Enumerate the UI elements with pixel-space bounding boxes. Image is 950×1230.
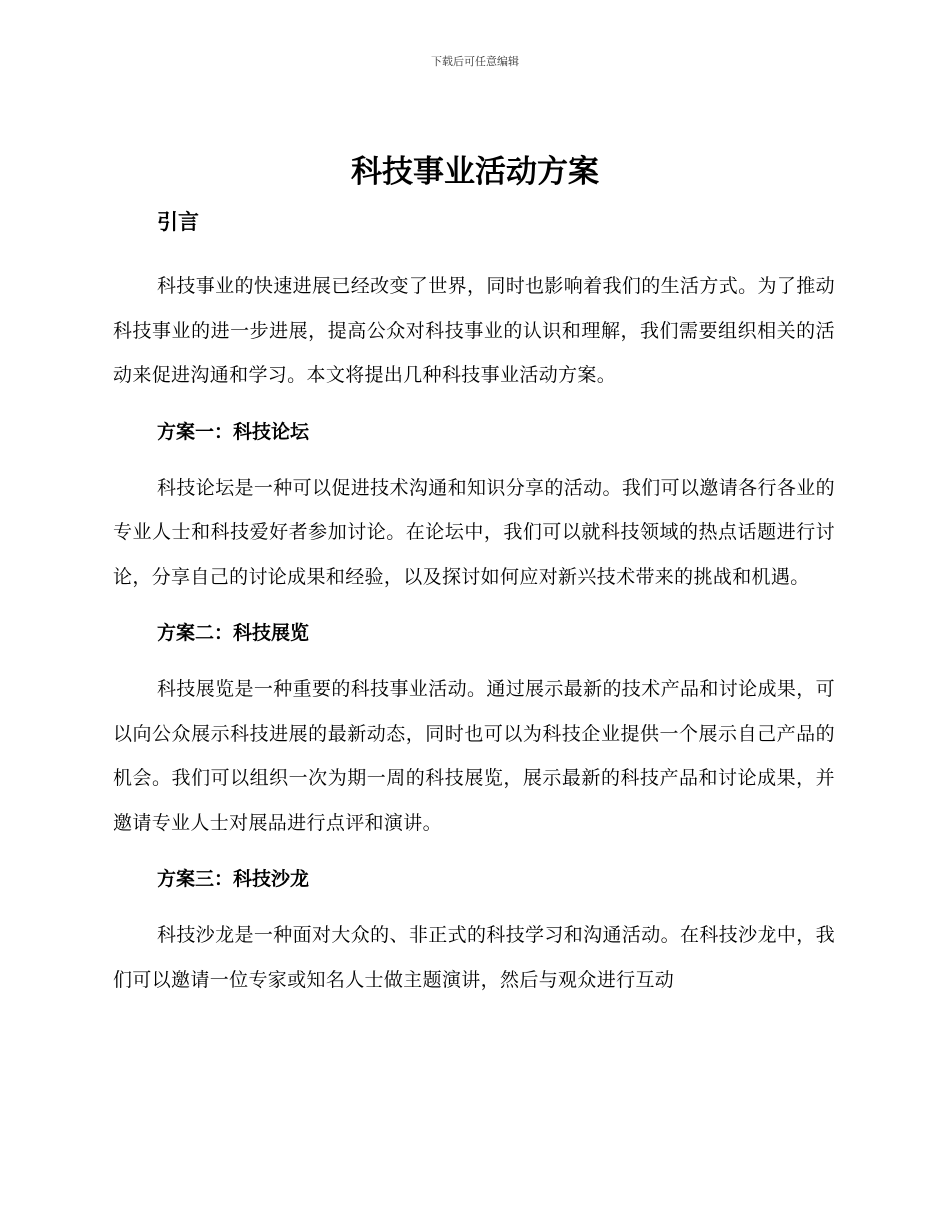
section-paragraph-plan-exhibition: 科技展览是一种重要的科技事业活动。通过展示最新的技术产品和讨论成果，可以向公众展示科技进展的最新动态，同时也可以为科技企业提供一个展示自己产品的机会。我们可以组织一次为期一周的科技展览，展示最新的科技产品和讨论成果，并邀请专业人士对展品进行点评和演讲。 [113, 678, 835, 834]
section-heading-plan-exhibition: 方案二：科技展览 [157, 622, 310, 644]
section-heading-plan-salon: 方案三：科技沙龙 [157, 868, 310, 890]
document-title: 科技事业活动方案 [351, 154, 599, 190]
section-plan-forum [113, 410, 835, 600]
section-heading-introduction: 引言 [157, 210, 199, 234]
section-plan-exhibition [113, 611, 835, 845]
section-paragraph-plan-salon: 科技沙龙是一种面对大众的、非正式的科技学习和沟通活动。在科技沙龙中，我们可以邀请一位专家或知名人士做主题演讲，然后与观众进行互动 [113, 924, 835, 991]
section-heading-plan-forum: 方案一：科技论坛 [157, 420, 310, 443]
header-note: 下载后可任意编辑 [431, 55, 519, 68]
section-introduction [113, 200, 835, 398]
section-plan-salon [113, 857, 835, 1002]
document-body [113, 200, 835, 1014]
section-paragraph-plan-forum: 科技论坛是一种可以促进技术沟通和知识分享的活动。我们可以邀请各行各业的专业人士和科技爱好者参加讨论。在论坛中，我们可以就科技领域的热点话题进行讨论，分享自己的讨论成果和经验，以及探讨如何应对新兴技术带来的挑战和机遇。 [113, 476, 835, 588]
section-paragraph-introduction: 科技事业的快速进展已经改变了世界，同时也影响着我们的生活方式。为了推动科技事业的进一步进展，提高公众对科技事业的认识和理解，我们需要组织相关的活动来促进沟通和学习。本文将提出几种科技事业活动方案。 [113, 275, 835, 386]
